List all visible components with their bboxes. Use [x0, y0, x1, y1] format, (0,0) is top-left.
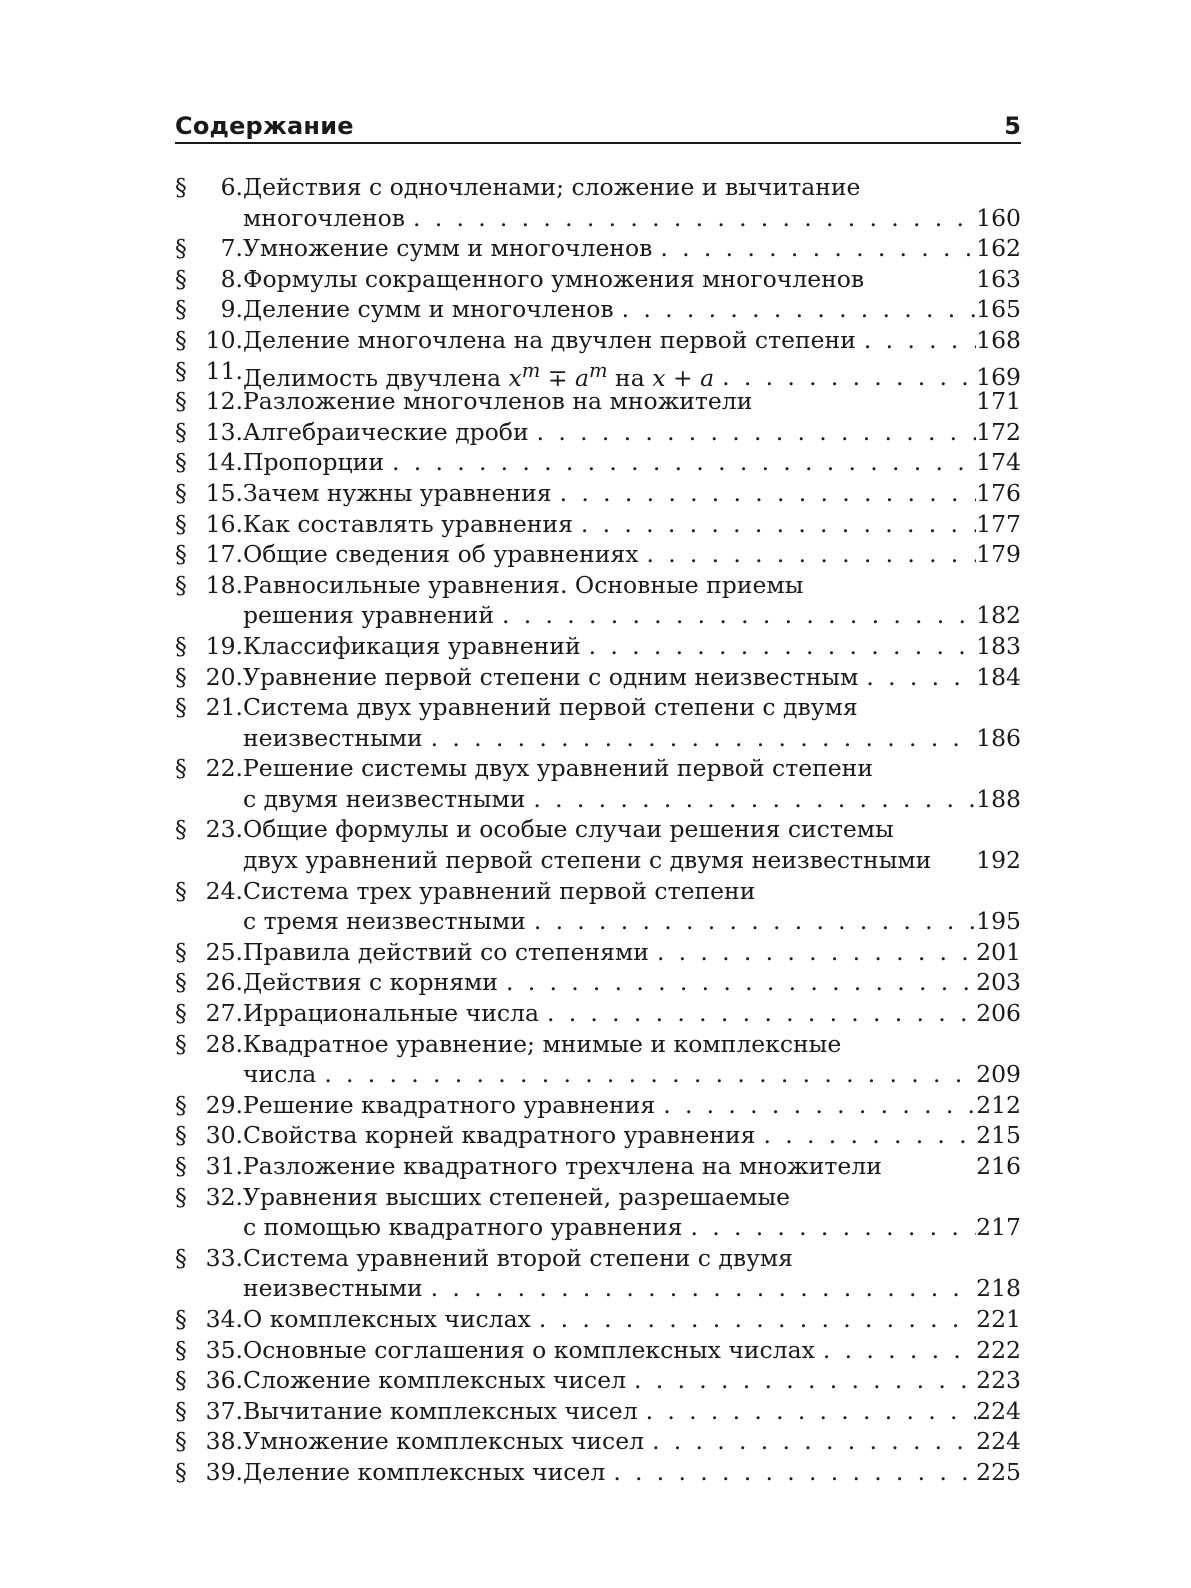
section-index: 22. — [205, 754, 243, 783]
section-number — [175, 233, 243, 264]
section-sign: § — [175, 234, 187, 263]
section-sign: § — [175, 693, 187, 722]
section-sign: § — [175, 815, 187, 844]
entry-page-number: 209 — [976, 1060, 1021, 1089]
entry-title-line: Общие формулы и особые случаи решения системы — [243, 815, 894, 844]
toc-entry — [175, 1304, 1021, 1335]
entry-title-line: Умножение сумм и многочленов — [243, 234, 653, 263]
entry-title-line: Разложение квадратного трехчлена на множители — [243, 1152, 882, 1180]
section-sign: § — [175, 1090, 187, 1119]
dot-leader — [626, 1365, 976, 1396]
section-index: 12. — [205, 387, 243, 416]
entry-title-line: Система двух уравнений первой степени с двумя — [243, 693, 858, 722]
entry-page-number: 224 — [976, 1427, 1021, 1456]
entry-title-line: Правила действий со степенями — [243, 937, 649, 966]
entry-page-number: 223 — [976, 1366, 1021, 1395]
section-number — [175, 356, 243, 387]
entry-title-line: Решение системы двух уравнений первой степени — [243, 754, 874, 783]
dot-leader — [638, 1396, 977, 1427]
dot-leader — [649, 937, 976, 968]
entry-title-line: Как составлять уравнения — [243, 509, 573, 538]
toc-entry — [175, 1120, 1021, 1151]
dot-leader — [526, 906, 976, 937]
section-index: 31. — [205, 1152, 243, 1180]
dot-leader — [423, 723, 976, 754]
section-number — [175, 172, 243, 203]
dot-leader — [858, 662, 976, 693]
section-sign: § — [175, 509, 187, 538]
dot-leader — [756, 1120, 977, 1151]
section-sign: § — [175, 448, 187, 477]
toc-entry — [175, 1396, 1021, 1427]
section-number — [175, 876, 243, 907]
section-sign: § — [175, 1457, 187, 1486]
toc-entry — [175, 1243, 1021, 1304]
dot-leader — [638, 539, 976, 570]
entry-title-line: Общие сведения об уравнениях — [243, 540, 639, 569]
entry-page-number: 179 — [976, 540, 1021, 569]
entry-page-number: 169 — [976, 363, 1021, 392]
entry-title-line: Действия с одночленами; сложение и вычитание — [243, 173, 861, 201]
dot-leader — [525, 784, 976, 815]
section-number — [175, 753, 243, 784]
section-index: 17. — [205, 540, 243, 569]
section-index: 29. — [205, 1090, 243, 1119]
entry-title-line: числа — [243, 1060, 317, 1089]
section-number — [175, 967, 243, 998]
section-sign: § — [175, 387, 187, 416]
section-index: 20. — [205, 662, 243, 691]
section-number — [175, 937, 243, 968]
entry-title-line: Квадратное уравнение; мнимые и комплексные — [243, 1029, 842, 1058]
dot-leader — [494, 600, 976, 631]
entry-title-line: Действия с корнями — [243, 968, 498, 997]
section-number — [175, 264, 243, 295]
section-number — [175, 1426, 243, 1457]
entry-title-line: Основные соглашения о комплексных числах — [243, 1335, 815, 1364]
entry-title-line: Уравнение первой степени с одним неизвестным — [243, 662, 859, 691]
toc-entry — [175, 967, 1021, 998]
section-sign: § — [175, 1182, 187, 1211]
section-index: 34. — [205, 1304, 243, 1333]
entry-title-line: Уравнения высших степеней, разрешаемые — [243, 1182, 791, 1211]
dot-leader — [539, 998, 976, 1029]
entry-page-number: 176 — [976, 478, 1021, 507]
section-sign: § — [175, 540, 187, 569]
dot-leader — [573, 509, 976, 540]
section-sign: § — [175, 1152, 187, 1180]
entry-title-line: Пропорции — [243, 448, 384, 477]
toc-entry — [175, 753, 1021, 814]
entry-title-line: Деление сумм и многочленов — [243, 295, 614, 324]
section-index: 37. — [205, 1396, 243, 1425]
entry-page-number: 163 — [976, 264, 1021, 293]
toc-entry — [175, 172, 1021, 233]
section-number — [175, 1335, 243, 1366]
dot-leader — [423, 1273, 976, 1304]
dot-leader — [529, 417, 977, 448]
section-index: 30. — [205, 1121, 243, 1150]
toc-entry — [175, 998, 1021, 1029]
section-index: 25. — [205, 937, 243, 966]
section-index: 19. — [205, 631, 243, 660]
section-number — [175, 325, 243, 356]
toc-entry — [175, 814, 1021, 875]
entry-title-line: с помощью квадратного уравнения — [243, 1213, 683, 1242]
entry-page-number: 217 — [976, 1213, 1021, 1242]
dot-leader — [655, 1090, 976, 1121]
section-number — [175, 386, 243, 417]
entry-page-number: 174 — [976, 448, 1021, 477]
section-number — [175, 294, 243, 325]
section-index: 9. — [220, 295, 243, 324]
table-of-contents — [175, 172, 1021, 1488]
section-index: 10. — [205, 325, 243, 354]
page-number: 5 — [1004, 112, 1021, 140]
entry-title-line: О комплексных числах — [243, 1304, 531, 1333]
section-index: 36. — [205, 1366, 243, 1395]
section-index: 21. — [205, 693, 243, 722]
section-number — [175, 417, 243, 448]
section-index: 7. — [220, 234, 243, 263]
running-header — [175, 100, 1021, 144]
section-sign: § — [175, 999, 187, 1028]
section-index: 16. — [205, 509, 243, 538]
section-number — [175, 478, 243, 509]
section-sign: § — [175, 876, 187, 905]
dot-leader — [815, 1335, 976, 1366]
toc-entry — [175, 356, 1021, 392]
toc-entry — [175, 539, 1021, 570]
entry-page-number: 160 — [976, 203, 1021, 232]
entry-title-line: Вычитание комплексных чисел — [243, 1396, 638, 1425]
section-index: 6. — [220, 173, 243, 201]
section-sign: § — [175, 570, 187, 599]
section-sign: § — [175, 968, 187, 997]
entry-title-line: Разложение многочленов на множители — [243, 387, 753, 416]
section-index: 26. — [205, 968, 243, 997]
section-index: 32. — [205, 1182, 243, 1211]
entry-page-number: 216 — [976, 1152, 1021, 1180]
dot-leader — [605, 1457, 976, 1488]
entry-page-number: 206 — [976, 999, 1021, 1028]
entry-title-line: Зачем нужны уравнения — [243, 478, 552, 507]
entry-page-number: 221 — [976, 1304, 1021, 1333]
entry-page-number: 203 — [976, 968, 1021, 997]
section-number — [175, 662, 243, 693]
dot-leader — [552, 478, 977, 509]
toc-entry — [175, 386, 1021, 417]
entry-page-number: 186 — [976, 723, 1021, 752]
toc-entry — [175, 233, 1021, 264]
section-number — [175, 1120, 243, 1151]
toc-entry — [175, 1090, 1021, 1121]
entry-title-line: двух уравнений первой степени с двумя неизвестными — [243, 846, 932, 875]
section-number — [175, 1365, 243, 1396]
dot-leader — [856, 325, 976, 356]
section-number — [175, 570, 243, 601]
toc-entry — [175, 570, 1021, 631]
entry-page-number: 215 — [976, 1121, 1021, 1150]
section-number — [175, 631, 243, 662]
toc-entry — [175, 1151, 1021, 1182]
entry-title-line: Деление комплексных чисел — [243, 1457, 606, 1486]
entry-title-line: решения уравнений — [243, 601, 494, 630]
entry-page-number: 168 — [976, 325, 1021, 354]
section-index: 15. — [205, 478, 243, 507]
section-number — [175, 509, 243, 540]
section-sign: § — [175, 478, 187, 507]
section-sign: § — [175, 1335, 187, 1364]
section-sign: § — [175, 631, 187, 660]
toc-entry — [175, 1365, 1021, 1396]
entry-page-number: 195 — [976, 907, 1021, 936]
toc-entry — [175, 325, 1021, 356]
section-index: 24. — [205, 876, 243, 905]
entry-page-number: 184 — [976, 662, 1021, 691]
section-sign: § — [175, 1304, 187, 1333]
entry-page-number: 172 — [976, 417, 1021, 446]
entry-page-number: 165 — [976, 295, 1021, 324]
section-number — [175, 814, 243, 845]
dot-leader — [682, 1212, 976, 1243]
dot-leader — [581, 631, 977, 662]
section-number — [175, 1029, 243, 1060]
entry-page-number: 225 — [976, 1457, 1021, 1486]
entry-title-line: Деление многочлена на двучлен первой степени — [243, 325, 856, 354]
section-sign: § — [175, 264, 187, 293]
toc-entry — [175, 1426, 1021, 1457]
section-sign: § — [175, 662, 187, 691]
entry-title-line: Иррациональные числа — [243, 999, 539, 1028]
entry-page-number: 177 — [976, 509, 1021, 538]
section-index: 39. — [205, 1457, 243, 1486]
section-number — [175, 1243, 243, 1274]
entry-page-number: 192 — [976, 846, 1021, 875]
section-number — [175, 1304, 243, 1335]
entry-page-number: 182 — [976, 601, 1021, 630]
toc-entry — [175, 1182, 1021, 1243]
toc-entry — [175, 294, 1021, 325]
toc-entry — [175, 692, 1021, 753]
section-index: 35. — [205, 1335, 243, 1364]
entry-title-line: Умножение комплексных чисел — [243, 1427, 645, 1456]
page-title: Содержание — [175, 112, 354, 140]
book-page — [175, 100, 1021, 1488]
dot-leader — [652, 233, 976, 264]
section-index: 33. — [205, 1243, 243, 1272]
entry-title-line: Равносильные уравнения. Основные приемы — [243, 570, 804, 599]
section-index: 23. — [205, 815, 243, 844]
dot-leader — [644, 1426, 976, 1457]
section-sign: § — [175, 1366, 187, 1395]
entry-title-line: Делимость двучлена $x^m \mp a^m$ на x + a — [243, 358, 715, 392]
entry-title-line: Система трех уравнений первой степени — [243, 876, 756, 905]
section-number — [175, 1151, 243, 1182]
entry-page-number: 162 — [976, 234, 1021, 263]
entry-title-line: Решение квадратного уравнения — [243, 1090, 656, 1119]
entry-page-number: 171 — [976, 387, 1021, 416]
section-index: 27. — [205, 999, 243, 1028]
section-number — [175, 1457, 243, 1488]
toc-entry — [175, 417, 1021, 448]
toc-entry — [175, 478, 1021, 509]
toc-entry — [175, 1335, 1021, 1366]
section-sign: § — [175, 937, 187, 966]
toc-entry — [175, 447, 1021, 478]
dot-leader — [405, 203, 976, 234]
entry-page-number: 183 — [976, 631, 1021, 660]
entry-title-line: Формулы сокращенного умножения многочленов — [243, 264, 865, 293]
section-number — [175, 447, 243, 478]
entry-title-line: с двумя неизвестными — [243, 784, 526, 813]
entry-title-line: Алгебраические дроби — [243, 417, 529, 446]
section-sign: § — [175, 173, 187, 201]
entry-page-number: 218 — [976, 1274, 1021, 1303]
entry-title-line: неизвестными — [243, 723, 423, 752]
entry-page-number: 188 — [976, 784, 1021, 813]
section-sign: § — [175, 1427, 187, 1456]
section-index: 8. — [220, 264, 243, 293]
toc-entry — [175, 509, 1021, 540]
toc-entry — [175, 937, 1021, 968]
entry-page-number: 212 — [976, 1090, 1021, 1119]
section-sign: § — [175, 1029, 187, 1058]
section-sign: § — [175, 295, 187, 324]
dot-leader — [316, 1059, 976, 1090]
section-number — [175, 1396, 243, 1427]
toc-entry — [175, 1457, 1021, 1488]
dot-leader — [531, 1304, 976, 1335]
section-index: 11. — [205, 356, 243, 385]
entry-title-line: неизвестными — [243, 1274, 423, 1303]
section-index: 14. — [205, 448, 243, 477]
section-sign: § — [175, 325, 187, 354]
entry-title-line: Система уравнений второй степени с двумя — [243, 1243, 794, 1272]
entry-title-line: с тремя неизвестными — [243, 907, 526, 936]
section-sign: § — [175, 356, 187, 385]
toc-entry — [175, 1029, 1021, 1090]
entry-page-number: 222 — [976, 1335, 1021, 1364]
toc-entry — [175, 631, 1021, 662]
section-number — [175, 1090, 243, 1121]
section-sign: § — [175, 1121, 187, 1150]
entry-title-line: Сложение комплексных чисел — [243, 1366, 627, 1395]
section-sign: § — [175, 1243, 187, 1272]
toc-entry — [175, 264, 1021, 295]
dot-leader — [498, 967, 976, 998]
section-index: 13. — [205, 417, 243, 446]
section-number — [175, 998, 243, 1029]
entry-title-line: Классификация уравнений — [243, 631, 581, 660]
toc-entry — [175, 876, 1021, 937]
entry-page-number: 201 — [976, 937, 1021, 966]
section-sign: § — [175, 1396, 187, 1425]
section-number — [175, 1182, 243, 1213]
entry-title-line: Свойства корней квадратного уравнения — [243, 1121, 756, 1150]
section-sign: § — [175, 754, 187, 783]
toc-entry — [175, 662, 1021, 693]
section-index: 18. — [205, 570, 243, 599]
section-number — [175, 692, 243, 723]
section-index: 38. — [205, 1427, 243, 1456]
dot-leader — [614, 294, 976, 325]
section-index: 28. — [205, 1029, 243, 1058]
section-number — [175, 539, 243, 570]
entry-title-line: многочленов — [243, 203, 405, 232]
entry-page-number: 224 — [976, 1396, 1021, 1425]
section-sign: § — [175, 417, 187, 446]
dot-leader — [384, 447, 976, 478]
